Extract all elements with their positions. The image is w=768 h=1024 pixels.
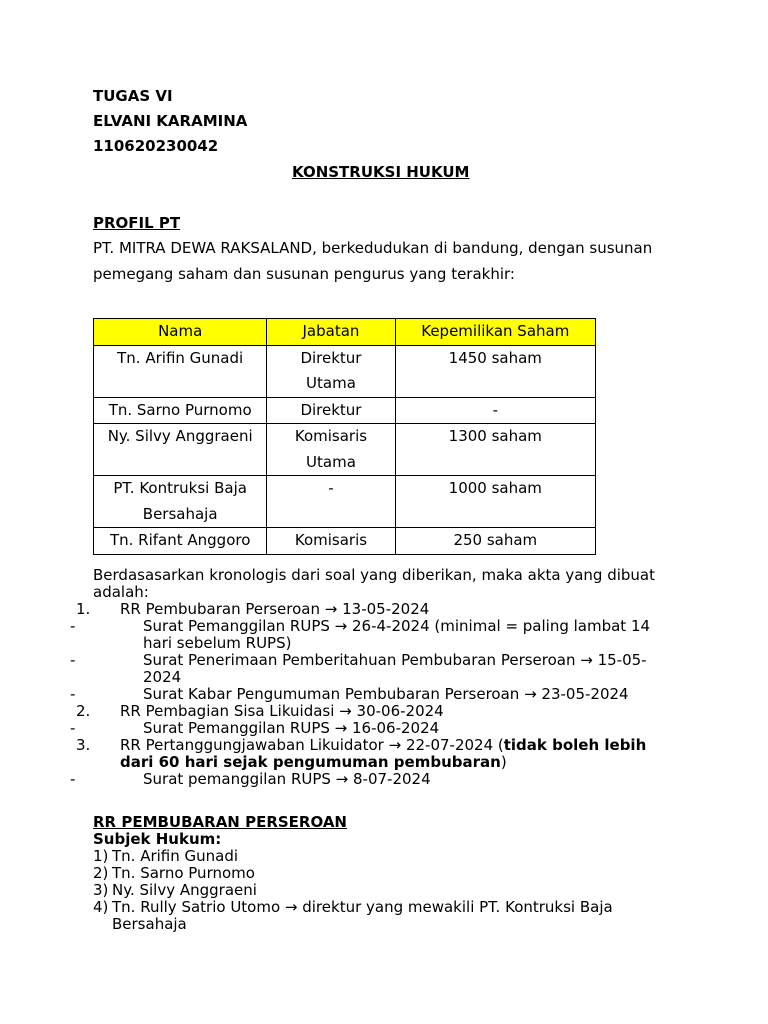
cell-name-line2: Bersahaja: [142, 504, 218, 523]
list-item-emphasis-line1: tidak boleh lebih: [503, 736, 647, 754]
list-subitem: [70, 617, 683, 652]
rr-subheading: Subjek Hukum:: [93, 830, 222, 848]
cell-jabatan: Komisaris: [267, 528, 395, 555]
list-number: 1): [93, 847, 109, 865]
cell-saham: 1300 saham: [395, 424, 595, 476]
cell-name-line1: PT. Kontruksi Baja: [113, 479, 247, 497]
list-item: [93, 848, 683, 865]
header-kepemilikan: Kepemilikan Saham: [395, 319, 595, 346]
list-item-close-paren: ): [500, 753, 507, 771]
list-item-text: Ny. Silvy Anggraeni: [112, 881, 257, 899]
table-row: [94, 397, 596, 424]
subjek-hukum-list: [93, 848, 683, 933]
subitem-line1: Surat pemanggilan RUPS → 8-07-2024: [143, 770, 431, 788]
list-item: [93, 899, 683, 933]
list-number: 3.: [76, 736, 91, 754]
dash-bullet: -: [70, 770, 76, 788]
table-header-row: [94, 319, 596, 346]
header-nama: Nama: [94, 319, 267, 346]
cell-jabatan-line1: Direktur: [300, 348, 362, 367]
list-item-text: RR Pertanggungjawaban Likuidator → 22-07-2024 (: [120, 736, 504, 754]
cell-saham: -: [395, 397, 595, 424]
list-subitem: [70, 719, 683, 737]
list-number: 2.: [76, 702, 91, 720]
table-row: [94, 424, 596, 476]
dash-bullet: -: [70, 617, 76, 635]
list-number: 3): [93, 881, 109, 899]
kronologi-list: [70, 600, 683, 788]
cell-jabatan-line2: Utama: [306, 374, 356, 392]
subitem-line1: Surat Pemanggilan RUPS → 16-06-2024: [143, 719, 440, 737]
header-jabatan: Jabatan: [267, 319, 395, 346]
cell-jabatan-line1: Komisaris: [294, 427, 368, 445]
shareholder-table: [93, 318, 596, 555]
subitem-line1: Surat Pemanggilan RUPS → 26-4-2024 (minimal = paling lambat 14: [143, 617, 651, 635]
dash-bullet: -: [70, 651, 76, 669]
kronologi-intro: [93, 567, 655, 601]
cell-name: Ny. Silvy Anggraeni: [94, 424, 267, 476]
cell-jabatan-line2: Utama: [306, 452, 356, 471]
cell-name: [94, 476, 267, 528]
student-id: 110620230042: [93, 137, 219, 155]
list-number: 4): [93, 898, 109, 916]
cell-saham: 250 saham: [395, 528, 595, 555]
list-number: 1.: [76, 600, 91, 618]
table-row: [94, 528, 596, 555]
cell-jabatan: Direktur: [267, 397, 395, 424]
profile-heading: PROFIL PT: [93, 214, 181, 232]
rr-heading: RR PEMBUBARAN PERSEROAN: [93, 813, 347, 831]
profile-paragraph-line2: pemegang saham dan susunan pengurus yang terakhir:: [93, 265, 515, 283]
cell-name: Tn. Rifant Anggoro: [94, 528, 267, 555]
list-item: [93, 865, 683, 882]
list-item-text-line1: Tn. Rully Satrio Utomo → direktur yang mewakili PT. Kontruksi Baja: [112, 898, 613, 916]
list-subitem: [70, 770, 683, 788]
list-item-text-line2: Bersahaja: [112, 915, 187, 933]
list-item: [76, 702, 683, 720]
list-subitem: [70, 651, 683, 686]
cell-name: Tn. Sarno Purnomo: [94, 397, 267, 424]
cell-saham: 1450 saham: [395, 345, 595, 397]
task-label: TUGAS VI: [93, 87, 173, 105]
subitem-line1: Surat Kabar Pengumuman Pembubaran Perseroan → 23-05-2024: [143, 685, 629, 703]
cell-saham: 1000 saham: [395, 476, 595, 528]
list-item-text: Tn. Arifin Gunadi: [112, 847, 239, 865]
list-item-text: RR Pembagian Sisa Likuidasi → 30-06-2024: [120, 702, 444, 720]
kronologi-intro-line1: Berdasasarkan kronologis dari soal yang diberikan, maka akta yang dibuat: [93, 566, 656, 584]
list-item: [76, 600, 683, 618]
list-item-emphasis-line2: dari 60 hari sejak pengumuman pembubaran: [120, 753, 501, 771]
list-item: [76, 736, 683, 771]
list-item-text: RR Pembubaran Perseroan → 13-05-2024: [120, 600, 430, 618]
cell-jabatan: [267, 345, 395, 397]
cell-name: Tn. Arifin Gunadi: [94, 345, 267, 397]
list-item: [93, 882, 683, 899]
list-number: 2): [93, 864, 109, 882]
subitem-line1: Surat Penerimaan Pemberitahuan Pembubaran Perseroan → 15-05-: [143, 651, 647, 669]
dash-bullet: -: [70, 685, 76, 703]
table-row: [94, 345, 596, 397]
document-title: KONSTRUKSI HUKUM: [292, 163, 470, 181]
subitem-line2: 2024: [143, 668, 182, 686]
profile-paragraph-line1: PT. MITRA DEWA RAKSALAND, berkedudukan di bandung, dengan susunan: [93, 239, 653, 257]
dash-bullet: -: [70, 719, 76, 737]
subitem-line2: hari sebelum RUPS): [143, 634, 292, 652]
table-row: [94, 476, 596, 528]
list-item-text: Tn. Sarno Purnomo: [112, 864, 255, 882]
cell-jabatan: -: [267, 476, 395, 528]
student-name: ELVANI KARAMINA: [93, 112, 248, 130]
kronologi-intro-line2: adalah:: [93, 583, 149, 601]
cell-jabatan: [267, 424, 395, 476]
list-subitem: [70, 685, 683, 703]
